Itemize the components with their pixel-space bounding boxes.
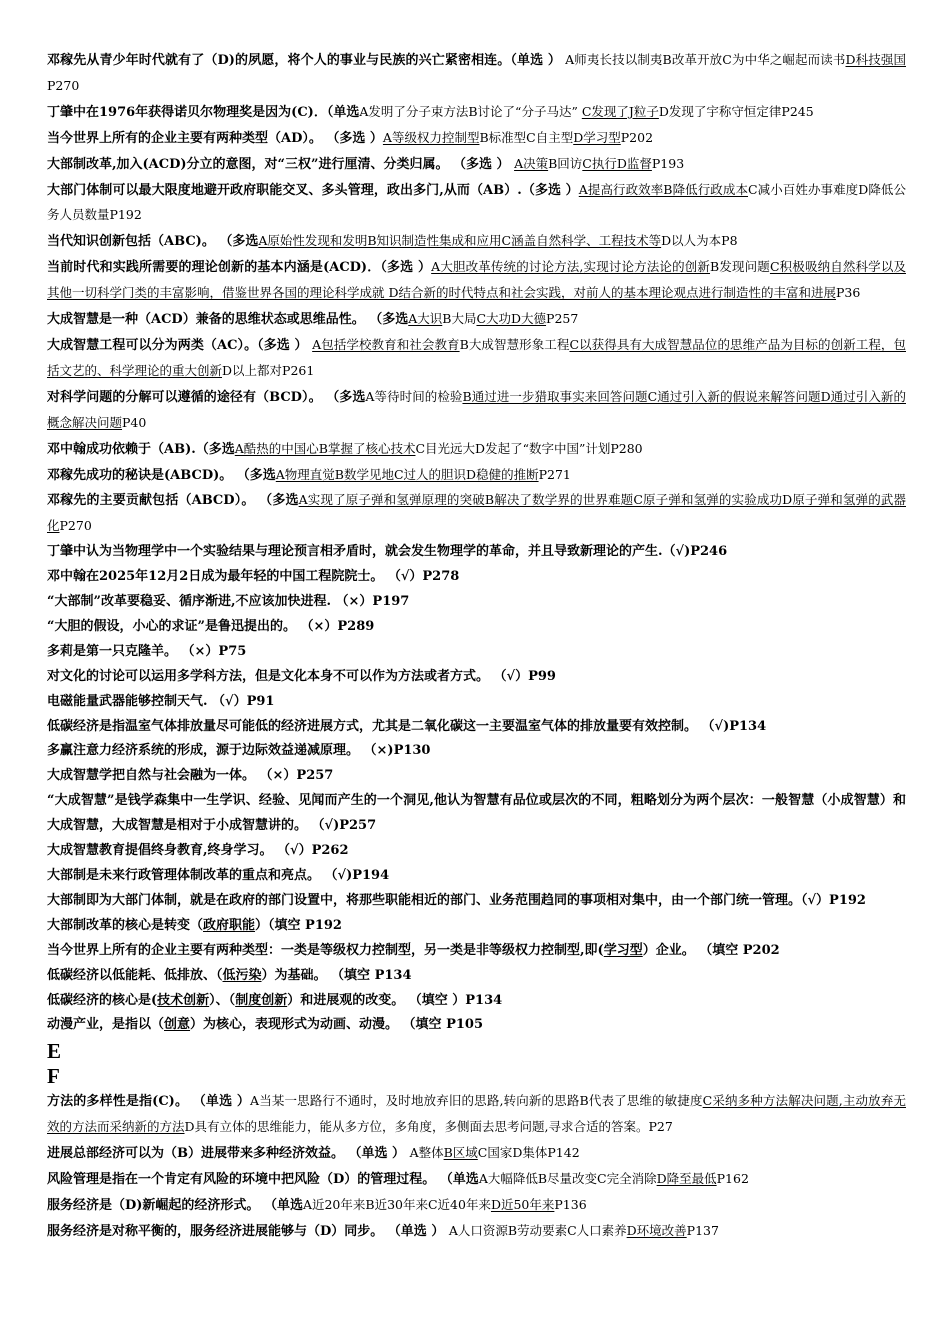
question-entry [47,1089,906,1141]
section-letter-f: F [47,1064,60,1089]
question-text: 当今世界上所有的企业主要有两种类型：一类是等级权力控制型，另一类是非等级权力控制型,即( [47,942,604,958]
page-reference: P162 [716,1171,749,1187]
correct-option: C大功D大德 [476,311,547,327]
question-text: 大成智慧工程可以分为两类（AC）。（多选 ） [47,337,313,353]
option-text: B大成智慧形象工程 [459,336,570,352]
question-entry [47,229,906,255]
page-reference: P257 [546,311,579,327]
option-text: D发现了宇称守恒定律 [658,103,782,119]
question-text: “大胆的假设，小心的求证”是鲁迅提出的。 （×）P289 [47,618,375,634]
question-entry [47,178,906,230]
correct-option: A提高行政效率B降低行政成本 [578,181,749,197]
question-text: 大部制改革的核心是转变（ [47,917,204,933]
question-entry [47,889,906,914]
question-text: 大部制即为大部门体制，就是在政府的部门设置中，将那些职能相近的部门、业务范围趋同的事项相对集中，由一个部门统一管理。（√）P192 [47,892,866,908]
question-entry [47,764,906,789]
question-text: 低碳经济以低能耗、低排放、（ [47,967,223,983]
question-text: ）为基础。 （填空 P134 [261,967,412,983]
question-text: “大成智慧”是钱学森集中一生学识、经验、见闻而产生的一个洞见,他认为智慧有品位或层次的不同，粗略划分为两个层次：一般智慧（小成智慧）和大成智慧，大成智慧是相对于小成智慧讲的。 （√)P257 [47,793,906,834]
question-text: 进展总部经济可以为（B）进展带来多种经济效益。 （单选 ） [47,1146,410,1162]
option-text: A近20年来B近30年来C近40年来 [302,1196,491,1212]
option-text: B回访 [548,155,583,171]
question-entry [47,1193,906,1219]
answer-blank: 技术创新 [157,992,210,1008]
question-text: 大成智慧教育提倡终身教育,终身学习。 （√）P262 [47,843,349,859]
question-text: 电磁能量武器能够控制天气. （√）P91 [47,693,275,709]
correct-option: C发现了J粒子 [581,103,659,119]
page-reference: P270 [47,77,80,93]
question-text: 低碳经济的核心是( [47,992,158,1008]
page-reference: P136 [554,1196,587,1212]
question-text: 低碳经济是指温室气体排放量尽可能低的经济进展方式，尤其是二氧化碳这一主要温室气体的排放量要有效控制。 （√)P134 [47,718,767,734]
question-entry [47,48,906,100]
question-text: 邓中翰在2025年12月2日成为最年轻的中国工程院院士。 （√）P278 [47,569,460,585]
question-entry [47,540,906,565]
option-text: D以人为本 [661,233,722,249]
option-text: A人口资源B劳动要素C人口素养 [448,1222,627,1238]
question-text: 多莉是第一只克隆羊。 （×）P75 [47,643,247,659]
question-text: 方法的多样性是指(C)。 （单选 ） [47,1094,251,1110]
option-text: A整体 [409,1145,444,1161]
question-text: 多赢注意力经济系统的形成，源于边际效益递减原理。 （×)P130 [47,743,431,759]
question-text: 风险管理是指在一个肯定有风险的环境中把风险（D）的管理过程。 （单选 [47,1172,479,1188]
correct-option: A大胆改革传统的讨论方法,实现讨论方法论的创新 [431,259,711,275]
correct-option: C执行D监督 [582,155,652,171]
question-text: 丁肇中在1976年获得诺贝尔物理奖是因为(C)．（单选 [47,104,360,120]
option-text: C目光远大D发起了“数字中国”计划 [415,440,611,456]
question-entry [47,939,906,964]
page-reference: P27 [648,1119,673,1135]
question-text: 邓稼先成功的秘诀是(ABCD)。 （多选 [47,467,276,483]
correct-option: A大识 [408,311,443,327]
question-text: 当前时代和实践所需要的理论创新的基本内涵是(ACD)．（多选 ） [47,260,432,276]
page-reference: P270 [59,518,92,534]
question-list-d [47,48,906,1038]
answer-blank: 政府职能 [203,917,256,933]
question-text: 邓稼先从青少年时代就有了（D)的夙愿，将个人的事业与民族的兴亡紧密相连。（单选 ） [47,53,562,68]
correct-option: B通过进一步猎取事实来回答问题C通过引入新的假说来解答问题D通过引入新的概念解决问题 [47,388,906,430]
section-letter-e: E [47,1039,62,1064]
page-reference: P202 [620,129,654,145]
question-text: ）为核心，表现形式为动画、动漫。 （填空 P105 [190,1017,483,1033]
question-text: 大部制改革,加入(ACD)分立的意图，对“三权”进行厘清、分类归属。 （多选 ） [47,156,515,172]
page-reference: P36 [836,285,861,301]
correct-option: C采纳多种方法解决问题,主动放弃无效的方法而采纳新的方法 [47,1093,906,1135]
question-text: 当今世界上所有的企业主要有两种类型（AD）。 （多选 ） [47,130,383,146]
question-text: 当代知识创新包括（ABC)。 （多选 [47,234,259,250]
question-entry [47,964,906,989]
question-text: “大部制”改革要稳妥、循序渐进,不应该加快进程. （×）P197 [47,594,410,610]
page-reference: P137 [686,1222,719,1238]
question-text: 大部门体制可以最大限度地避开政府职能交叉、多头管理，政出多门,从而（AB）.（多选 ） [47,182,579,198]
question-entry [47,739,906,764]
question-text: ）和进展观的改变。 （填空 ）P134 [287,992,503,1008]
question-entry [47,385,906,437]
question-text: 丁肇中认为当物理学中一个实验结果与理论预言相矛盾时，就会发生物理学的革命，并且导致新理论的产生.（√)P246 [47,544,728,560]
page-reference: P8 [721,233,738,249]
question-entry [47,333,906,385]
question-list-f [47,1089,906,1244]
correct-option: C积极吸纳自然科学以及其他一切科学门类的丰富影响，借鉴世界各国的理论科学成就 D结合新的时代特点和社会实践，对前人的基本理论观点进行制造性的丰富和进展 [47,259,906,301]
question-entry [47,152,906,178]
option-text: C减小百姓办事难度D降低公务人员数量 [47,181,906,223]
question-entry [47,1141,906,1167]
answer-blank: 学习型 [603,942,643,958]
question-text: 对科学问题的分解可以遵循的途径有（BCD）。 （多选 [47,389,366,405]
answer-blank: 创意 [164,1017,191,1033]
question-entry [47,839,906,864]
question-entry [47,789,906,839]
question-text: 邓中翰成功依赖于（AB).（多选 [47,441,235,457]
question-entry [47,590,906,615]
question-entry [47,126,906,152]
correct-option: D科技强国 [845,52,906,67]
answer-blank: 制度创新 [235,992,288,1008]
question-entry [47,565,906,590]
question-entry [47,463,906,489]
correct-option: A决策 [514,155,549,171]
question-entry [47,864,906,889]
correct-option: D环境改善 [626,1222,687,1238]
option-text: A发明了分子束方法B讨论了“分子马达” [359,103,582,119]
correct-option: A酷热的中国心B掌握了核心技术 [234,440,416,456]
question-text: 服务经济是（D)新崛起的经济形式。 （单选 [47,1197,303,1213]
question-text: ）、（ [209,992,236,1008]
correct-option: A物理直觉B数学见地C过人的胆识D稳健的推断 [275,466,539,482]
question-entry [47,640,906,665]
question-entry [47,1013,906,1038]
question-text: 动漫产业，是指以（ [47,1017,165,1033]
page-reference: P245 [781,103,814,119]
correct-option: A原始性发现和发明B知识制造性集成和应用C涵盖自然科学、工程技术等 [258,233,662,249]
option-text: D具有立体的思维能力，能从多方位，多角度，多侧面去思考问题,寻求合适的答案。 [184,1119,649,1135]
question-text: 邓稼先的主要贡献包括（ABCD）。 （多选 [47,493,299,509]
question-entry [47,100,906,126]
question-entry [47,255,906,307]
question-entry [47,1219,906,1245]
question-entry [47,989,906,1014]
question-text: 大部制是未来行政管理体制改革的重点和亮点。 （√)P194 [47,868,390,883]
question-text: 大成智慧是一种（ACD）兼备的思维状态或思维品性。 （多选 [47,312,409,328]
question-entry [47,1167,906,1193]
correct-option: C以获得具有大成智慧品位的思维产品为目标的创新工程，包括文艺的、科学理论的重大创新 [47,336,906,378]
question-entry [47,914,906,939]
question-text: ）企业。 （填空 P202 [642,942,780,958]
page-reference: P280 [610,440,643,456]
option-text: A当某一思路行不通时，及时地放弃旧的思路,转向新的思路B代表了思维的敏捷度 [250,1093,703,1109]
correct-option: B区域 [443,1145,478,1161]
page-reference: P261 [282,362,315,378]
correct-option: D近50年来 [490,1196,555,1212]
correct-option: A包括学校教育和社会教育 [312,336,460,352]
question-text: 对文化的讨论可以运用多学科方法，但是文化本身不可以作为方法或者方式。 （√）P99 [47,668,556,684]
option-text: B大局 [442,311,477,327]
question-text: 服务经济是对称平衡的，服务经济进展能够与（D）同步。 （单选 ） [47,1223,449,1239]
page-reference: P142 [547,1145,580,1161]
question-entry [47,307,906,333]
option-text: D以上都对 [222,362,283,378]
question-entry [47,615,906,640]
correct-option: D学习型 [573,129,621,145]
correct-option: A等级权力控制型 [382,129,480,145]
option-text: B标准型C自主型 [479,129,574,145]
page-reference: P40 [122,414,147,430]
correct-option: D降至最低 [656,1171,717,1187]
question-text: ）（填空 P192 [255,917,342,933]
question-entry [47,690,906,715]
option-text: A大幅降低B尽量改变C完全消除 [478,1171,657,1187]
question-entry [47,437,906,463]
correct-option: A实现了原子弹和氢弹原理的突破B解决了数学界的世界难题C原子弹和氢弹的实验成功D原子弹和氢弹的武器化 [47,492,906,534]
question-entry [47,488,906,540]
question-entry [47,665,906,690]
page-reference: P271 [538,466,571,482]
question-entry [47,715,906,740]
question-text: 大成智慧学把自然与社会融为一体。 （×）P257 [47,768,334,784]
option-text: A师夷长技以制夷B改革开放C为中华之崛起而读书 [561,52,846,67]
page-reference: P193 [651,155,685,171]
answer-blank: 低污染 [222,967,262,983]
option-text: A等待时间的检验 [365,388,463,404]
option-text: C国家D集体 [477,1145,548,1161]
page-reference: P192 [109,207,142,223]
option-text: B发现问题 [710,259,770,275]
